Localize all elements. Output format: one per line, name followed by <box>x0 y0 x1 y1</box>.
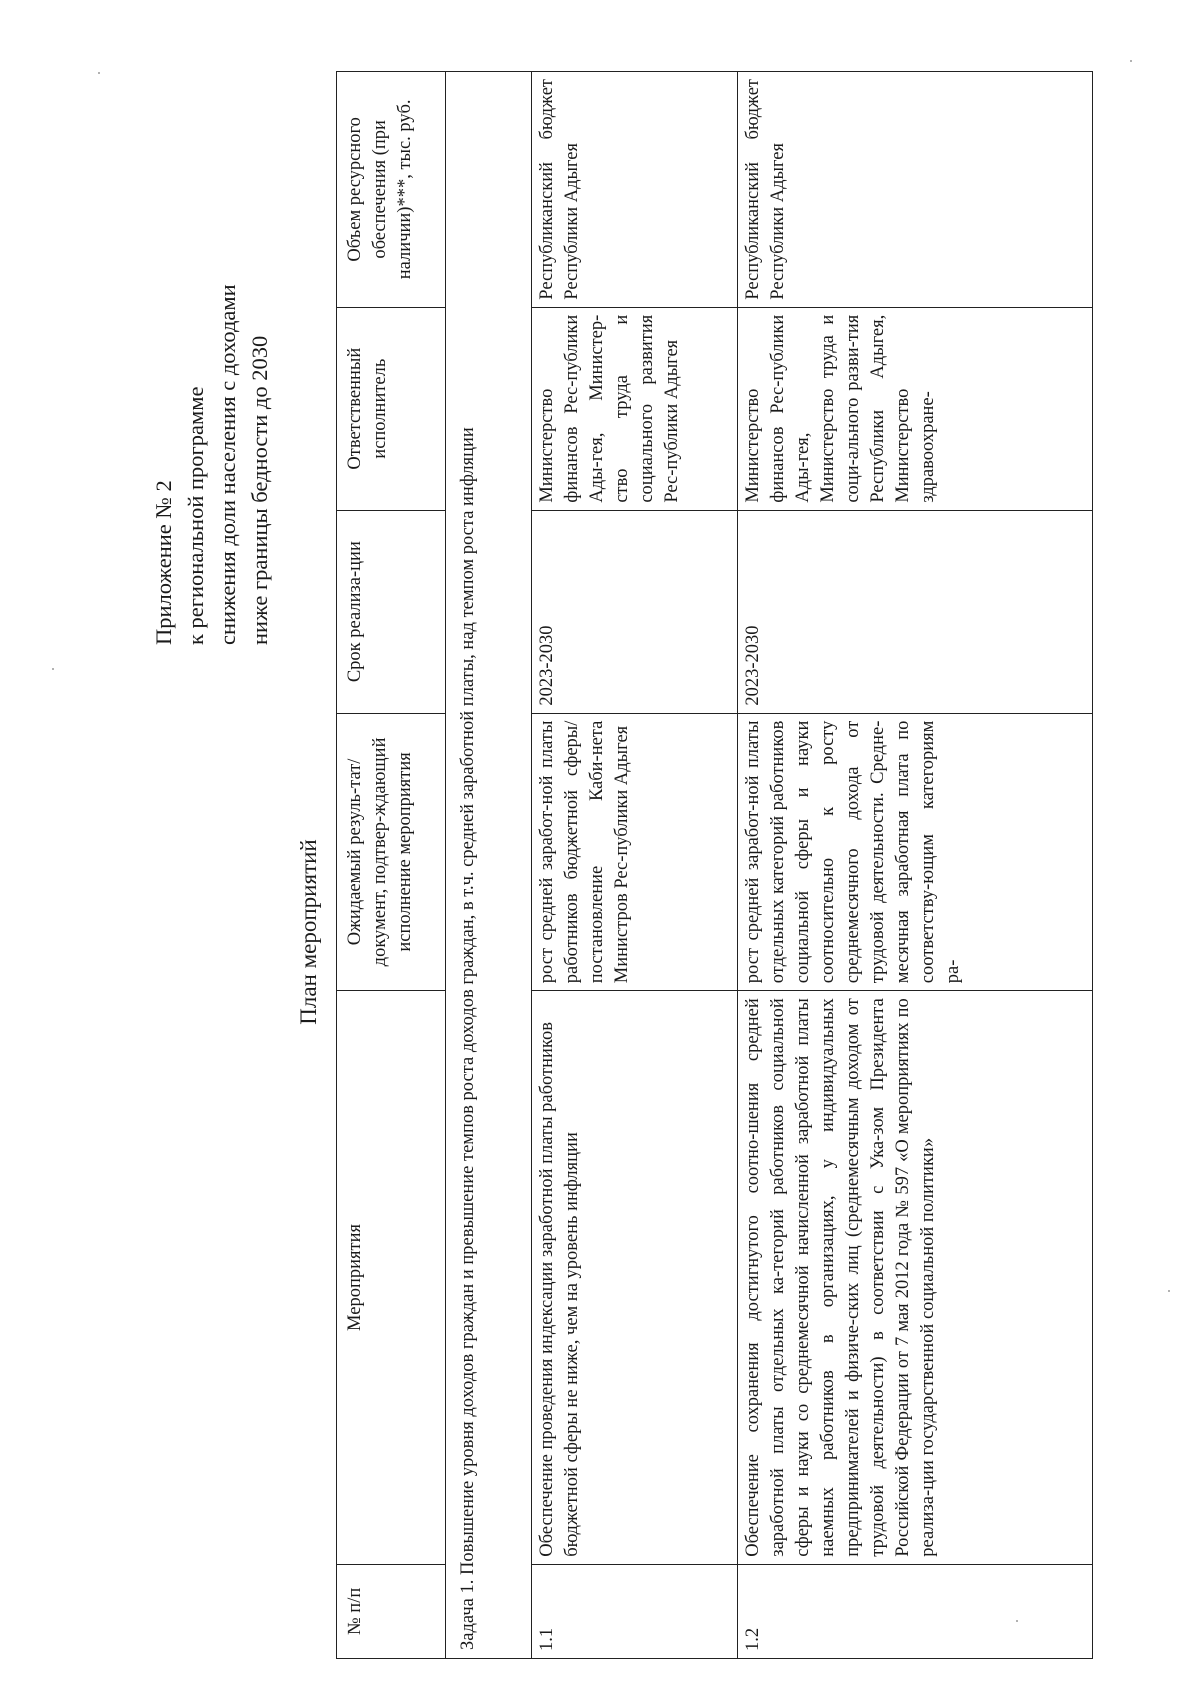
row-term: 2023-2030 <box>532 510 738 713</box>
appendix-line-2: к региональной программе <box>183 386 208 645</box>
row-executor: Министерство финансов Рес-публики Ады-гея, Министерство труда и соци-ального разви-тия Республики Адыгея, Министерство здравоохране- <box>738 307 1093 510</box>
header-measures: Мероприятия <box>337 991 446 1565</box>
task-1-text: Задача 1. Повышение уровня доходов граждан и превышение темпов роста доходов граждан, в т.ч. средней заработной платы, над темпом роста инфляции <box>446 72 532 1659</box>
task-row <box>446 72 532 1659</box>
header-resources: Объем ресурсного обеспечения (при наличии)***, тыс. руб. <box>337 72 446 308</box>
header-executor: Ответственный исполнитель <box>337 307 446 510</box>
row-result: рост средней заработ-ной платы отдельных категорий работников социальной сферы и науки соотносительно к росту среднемесячного дохода от трудовой деятельности. Средне-месячная заработная плата по соответству-ющим категориям ра- <box>738 713 1093 991</box>
row-measure: Обеспечение проведения индексации заработной платы работников бюджетной сферы не ниже, чем на уровень инфляции <box>532 991 738 1565</box>
row-term: 2023-2030 <box>738 510 1093 713</box>
scan-speck <box>98 72 100 74</box>
header-term: Срок реализа-ции <box>337 510 446 713</box>
table-row <box>532 72 738 1659</box>
row-measure: Обеспечение сохранения достигнутого соотно-шения средней заработной платы отдельных ка-тегорий работников социальной сферы и науки со среднемесячной начисленной заработной платы наемных работников в организациях, у индивидуальных предпринимателей и физиче-ских лиц (среднемесячным доходом от трудовой деятельности) в соответствии с Ука-зом Президента Российской Федерации от 7 мая 2012 года № 597 «О мероприятиях по реализа-ции государственной социальной политики» <box>738 991 1093 1565</box>
scan-speck <box>1016 1620 1018 1622</box>
row-result: рост средней заработ-ной платы работников бюджетной сферы/ постановление Каби-нета Министров Рес-публики Адыгея <box>532 713 738 991</box>
header-num: № п/п <box>337 1564 446 1658</box>
plan-title: План мероприятий <box>296 839 321 1025</box>
row-resources: Республиканский бюджет Республики Адыгея <box>738 72 1093 308</box>
appendix-line-3: снижения доли населения с доходами <box>215 284 240 645</box>
appendix-header <box>148 284 276 645</box>
scan-speck <box>52 668 54 670</box>
appendix-line-4: ниже границы бедности до 2030 <box>247 335 272 645</box>
appendix-line-1: Приложение № 2 <box>151 480 176 645</box>
scan-speck <box>1130 60 1132 62</box>
table-header-row <box>337 72 446 1659</box>
row-executor: Министерство финансов Рес-публики Ады-гея, Министер-ство труда и социального развития Рес-публики Адыгея <box>532 307 738 510</box>
header-result: Ожидаемый резуль-тат/документ, подтвер-ждающий исполнение мероприятия <box>337 713 446 991</box>
row-num: 1.1 <box>532 1564 738 1658</box>
table-row <box>738 72 1093 1659</box>
scan-speck <box>1168 1290 1170 1292</box>
row-resources: Республиканский бюджет Республики Адыгея <box>532 72 738 308</box>
measures-table <box>336 71 1093 1659</box>
row-num: 1.2 <box>738 1564 1093 1658</box>
